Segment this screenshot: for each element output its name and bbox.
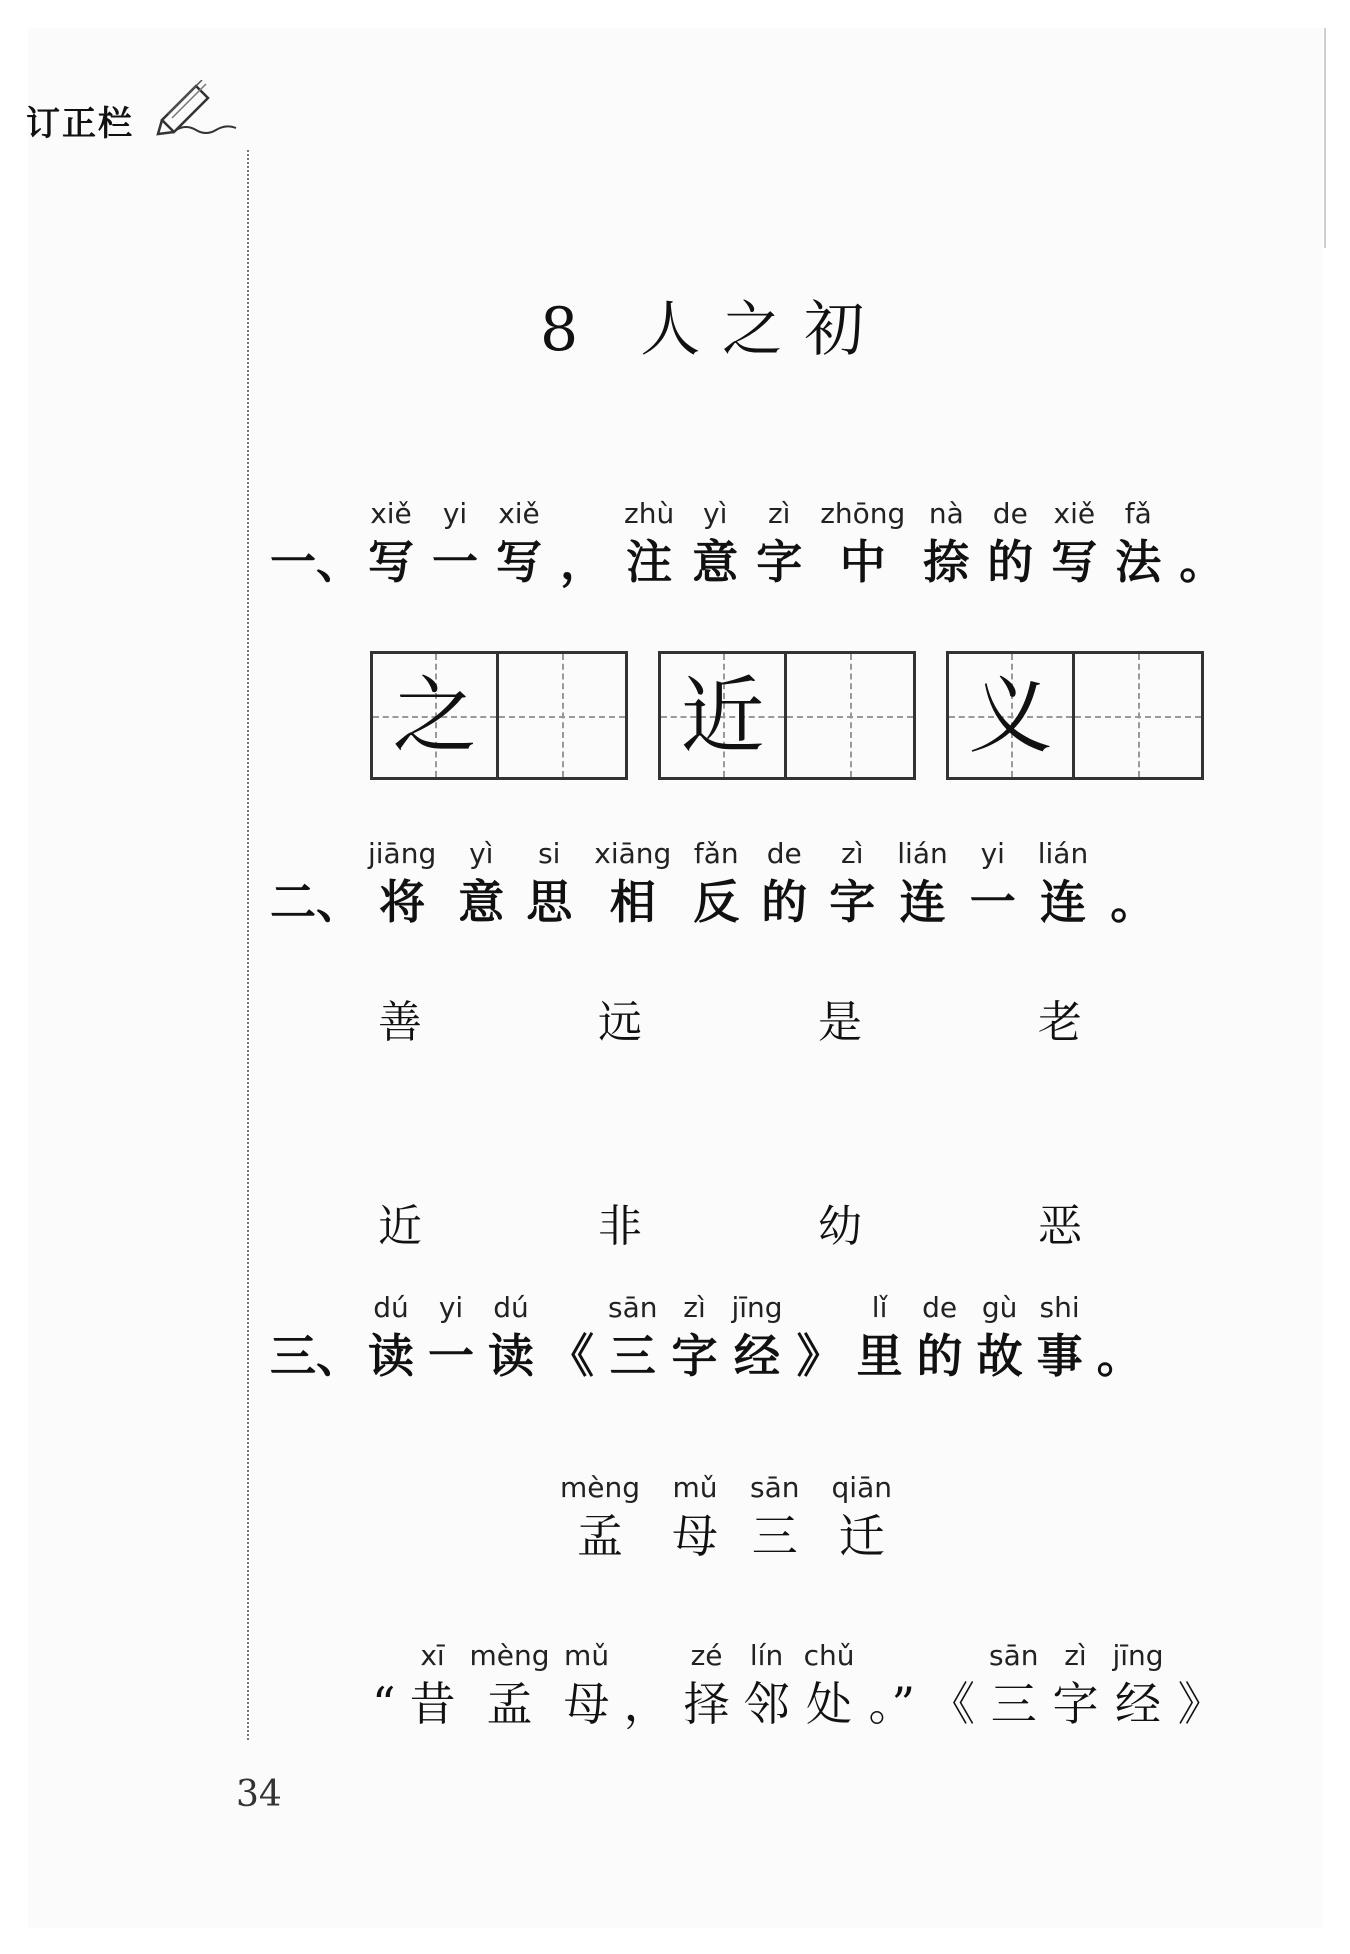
- hanzi: 处: [806, 1677, 852, 1731]
- hanzi: 反: [693, 875, 740, 929]
- section-3-heading: [270, 1290, 1143, 1386]
- pinyin: fǎ: [1124, 497, 1152, 530]
- ruby-word: [1112, 1638, 1163, 1734]
- hanzi: 。: [1110, 875, 1157, 929]
- hanzi: 捺: [923, 535, 970, 589]
- hanzi: 的: [761, 875, 808, 929]
- pinyin: sān: [608, 1291, 658, 1324]
- ruby-word: [410, 1638, 456, 1734]
- pinyin: xī: [420, 1639, 445, 1672]
- grid-cell-blank[interactable]: [1075, 651, 1204, 780]
- section-number: 一、: [270, 535, 362, 589]
- hanzi: 连: [899, 875, 946, 929]
- hanzi: 将: [379, 875, 426, 929]
- ruby-word: [488, 1290, 534, 1386]
- correction-column-divider: [247, 150, 249, 1740]
- pinyin: shi: [1039, 1291, 1080, 1324]
- ruby-word: [496, 496, 542, 592]
- ruby-word: [548, 1290, 594, 1386]
- hanzi: 意: [692, 535, 739, 589]
- ruby-word: [526, 836, 572, 932]
- hanzi: 的: [987, 535, 1034, 589]
- pinyin: gù: [981, 1291, 1018, 1324]
- ruby-word: [977, 1290, 1023, 1386]
- pinyin: yì: [469, 837, 494, 870]
- ruby-word: [750, 1470, 800, 1566]
- ruby-word: [868, 1638, 915, 1734]
- ruby-word: [368, 496, 414, 592]
- hanzi: 》: [796, 1329, 843, 1383]
- ruby-word: [832, 1470, 892, 1566]
- hanzi: 。: [1096, 1329, 1143, 1383]
- hanzi: 经: [1115, 1677, 1162, 1731]
- hanzi: 写: [1051, 535, 1098, 589]
- grid-cell-model: [946, 651, 1075, 780]
- hanzi: 。”: [868, 1677, 915, 1731]
- hanzi: 。: [1179, 535, 1226, 589]
- hanzi: 一: [428, 1329, 474, 1383]
- ruby-word: [857, 1290, 903, 1386]
- pinyin: yì: [703, 497, 728, 530]
- hanzi: 经: [734, 1329, 781, 1383]
- pinyin: fǎn: [693, 837, 739, 870]
- hanzi: 字: [1052, 1677, 1099, 1731]
- pinyin: zì: [1064, 1639, 1087, 1672]
- ruby-word: [1097, 1290, 1143, 1386]
- match-char[interactable]: 非: [598, 1201, 642, 1252]
- hanzi: 一: [432, 535, 478, 589]
- ruby-word: [693, 836, 739, 932]
- ruby-word: [368, 836, 436, 932]
- ruby-word: [1037, 1290, 1083, 1386]
- pinyin: yi: [438, 1291, 464, 1324]
- ruby-word: [458, 836, 504, 932]
- pinyin: zhù: [624, 497, 675, 530]
- ruby-word: [560, 1470, 640, 1566]
- pinyin: zì: [767, 497, 791, 530]
- practice-grid-2: [658, 651, 916, 780]
- hanzi: 思: [526, 875, 573, 929]
- pinyin: zhōng: [820, 497, 906, 530]
- page-edge-line: [1324, 28, 1326, 248]
- hanzi: 母: [563, 1677, 610, 1731]
- ruby-word: [432, 496, 478, 592]
- section-2-heading: [270, 836, 1156, 932]
- ruby-word: [744, 1638, 790, 1734]
- pinyin: jīng: [731, 1291, 783, 1324]
- hanzi: 三: [990, 1677, 1037, 1731]
- hanzi: ，: [560, 535, 606, 589]
- match-bottom-row: [370, 1190, 1090, 1254]
- hanzi: 字: [756, 535, 803, 589]
- pinyin: jīng: [1112, 1639, 1164, 1672]
- hanzi: 《: [928, 1677, 975, 1731]
- hanzi: 注: [626, 535, 673, 589]
- ruby-word: [470, 1638, 550, 1734]
- hanzi: 意: [458, 875, 505, 929]
- ruby-word: [692, 496, 738, 592]
- match-char[interactable]: 幼: [818, 1201, 862, 1252]
- ruby-word: [684, 1638, 730, 1734]
- ruby-word: [368, 1290, 414, 1386]
- hanzi: 择: [683, 1677, 730, 1731]
- hanzi: 母: [672, 1509, 719, 1563]
- match-char[interactable]: 恶: [1038, 1201, 1082, 1252]
- pinyin: mèng: [560, 1471, 641, 1504]
- hanzi: 相: [609, 875, 656, 929]
- hanzi: 三: [751, 1509, 798, 1563]
- ruby-word: [732, 1290, 783, 1386]
- section-1-heading: [270, 496, 1225, 592]
- pinyin: lǐ: [871, 1291, 888, 1324]
- ruby-word: [929, 1638, 975, 1734]
- ruby-word: [804, 1638, 855, 1734]
- pinyin: chǔ: [803, 1639, 855, 1672]
- ruby-word: [1179, 496, 1225, 592]
- practice-grid-3: [946, 651, 1204, 780]
- hanzi: 一: [969, 875, 1016, 929]
- ruby-word: [797, 1290, 843, 1386]
- ruby-word: [987, 496, 1033, 592]
- pinyin: lián: [1037, 837, 1089, 870]
- ruby-word: [560, 496, 606, 592]
- ruby-word: [989, 1638, 1039, 1734]
- pinyin: zì: [841, 837, 864, 870]
- pinyin: mèng: [469, 1639, 550, 1672]
- pinyin: xiě: [1053, 497, 1096, 530]
- pinyin: lín: [749, 1639, 784, 1672]
- model-char: 之: [392, 666, 477, 765]
- ruby-word: [756, 496, 802, 592]
- story-quote: [372, 1638, 1224, 1734]
- match-top-row: [370, 986, 1090, 1050]
- hanzi: 写: [368, 535, 414, 589]
- hanzi: 事: [1036, 1329, 1083, 1383]
- page-number: 34: [236, 1774, 282, 1815]
- ruby-word: [1178, 1638, 1224, 1734]
- pinyin: xiě: [370, 497, 412, 530]
- match-char[interactable]: 远: [598, 997, 642, 1048]
- section-number: 二、: [270, 875, 362, 929]
- hanzi: ，: [623, 1677, 670, 1731]
- match-char[interactable]: 近: [378, 1201, 422, 1252]
- hanzi: 》: [1177, 1677, 1224, 1731]
- ruby-word: [1051, 496, 1097, 592]
- pinyin: yi: [980, 837, 1005, 870]
- pencil-icon: [156, 80, 242, 136]
- practice-grid-1: [370, 651, 628, 780]
- hanzi: 昔: [409, 1677, 456, 1731]
- pinyin: dú: [493, 1291, 529, 1324]
- match-char[interactable]: 善: [378, 997, 422, 1048]
- match-char[interactable]: 老: [1038, 997, 1082, 1048]
- pinyin: de: [766, 837, 802, 870]
- ruby-word: [624, 496, 674, 592]
- hanzi: 字: [671, 1329, 718, 1383]
- hanzi: 连: [1039, 875, 1086, 929]
- ruby-word: [761, 836, 807, 932]
- match-char[interactable]: 是: [818, 997, 862, 1048]
- pinyin: sān: [750, 1471, 800, 1504]
- hanzi: 孟: [577, 1509, 624, 1563]
- ruby-word: [564, 1638, 610, 1734]
- pinyin: de: [922, 1291, 958, 1324]
- hanzi: 里: [856, 1329, 903, 1383]
- lesson-number: 8: [540, 295, 601, 365]
- hanzi: 读: [368, 1329, 414, 1383]
- ruby-word: [829, 836, 875, 932]
- ruby-word: [624, 1638, 670, 1734]
- hanzi: 三: [609, 1329, 656, 1383]
- hanzi: 迁: [838, 1509, 885, 1563]
- ruby-word: [1052, 1638, 1098, 1734]
- grid-cell-model: [658, 651, 787, 780]
- pinyin: xiāng: [594, 837, 672, 870]
- grid-cell-model: [370, 651, 499, 780]
- pinyin: de: [992, 497, 1028, 530]
- ruby-word: [594, 836, 671, 932]
- ruby-word: [428, 1290, 474, 1386]
- model-char: 近: [680, 666, 765, 765]
- ruby-word: [923, 496, 969, 592]
- hanzi: 法: [1115, 535, 1162, 589]
- ruby-word: [672, 1470, 718, 1566]
- hanzi: 邻: [743, 1677, 790, 1731]
- ruby-word: [1110, 836, 1156, 932]
- pinyin: nà: [928, 497, 964, 530]
- pinyin: jiāng: [368, 837, 437, 870]
- pinyin: lián: [897, 837, 948, 870]
- story-title: [560, 1470, 892, 1566]
- pinyin: qiān: [831, 1471, 892, 1504]
- hanzi: 《: [548, 1329, 594, 1383]
- lesson-title: [540, 282, 1020, 365]
- pinyin: zé: [690, 1639, 723, 1672]
- hanzi: 读: [488, 1329, 534, 1383]
- grid-cell-blank[interactable]: [499, 651, 628, 780]
- ruby-word: [1038, 836, 1088, 932]
- ruby-word: [917, 1290, 963, 1386]
- hanzi: 中: [839, 535, 886, 589]
- pinyin: sān: [988, 1639, 1039, 1672]
- hanzi: 写: [496, 535, 542, 589]
- pinyin: zì: [683, 1291, 706, 1324]
- pinyin: xiě: [498, 497, 540, 530]
- hanzi: 字: [829, 875, 876, 929]
- ruby-word: [608, 1290, 658, 1386]
- hanzi: 故: [976, 1329, 1023, 1383]
- pinyin: si: [538, 837, 561, 870]
- ruby-word: [1115, 496, 1161, 592]
- grid-cell-blank[interactable]: [787, 651, 916, 780]
- model-char: 义: [968, 666, 1053, 765]
- pinyin: dú: [373, 1291, 409, 1324]
- hanzi: 的: [916, 1329, 963, 1383]
- ruby-word: [820, 496, 905, 592]
- lesson-title-text: 人之初: [640, 295, 887, 365]
- pinyin: yi: [442, 497, 468, 530]
- pinyin: mǔ: [564, 1639, 610, 1672]
- ruby-word: [970, 836, 1016, 932]
- ruby-word: [672, 1290, 718, 1386]
- ruby-word: [372, 1638, 396, 1734]
- hanzi: “: [372, 1677, 396, 1731]
- hanzi: 孟: [486, 1677, 533, 1731]
- correction-column-label: 订正栏: [26, 104, 134, 144]
- ruby-word: [897, 836, 947, 932]
- section-number: 三、: [270, 1329, 362, 1383]
- pinyin: mǔ: [672, 1471, 718, 1504]
